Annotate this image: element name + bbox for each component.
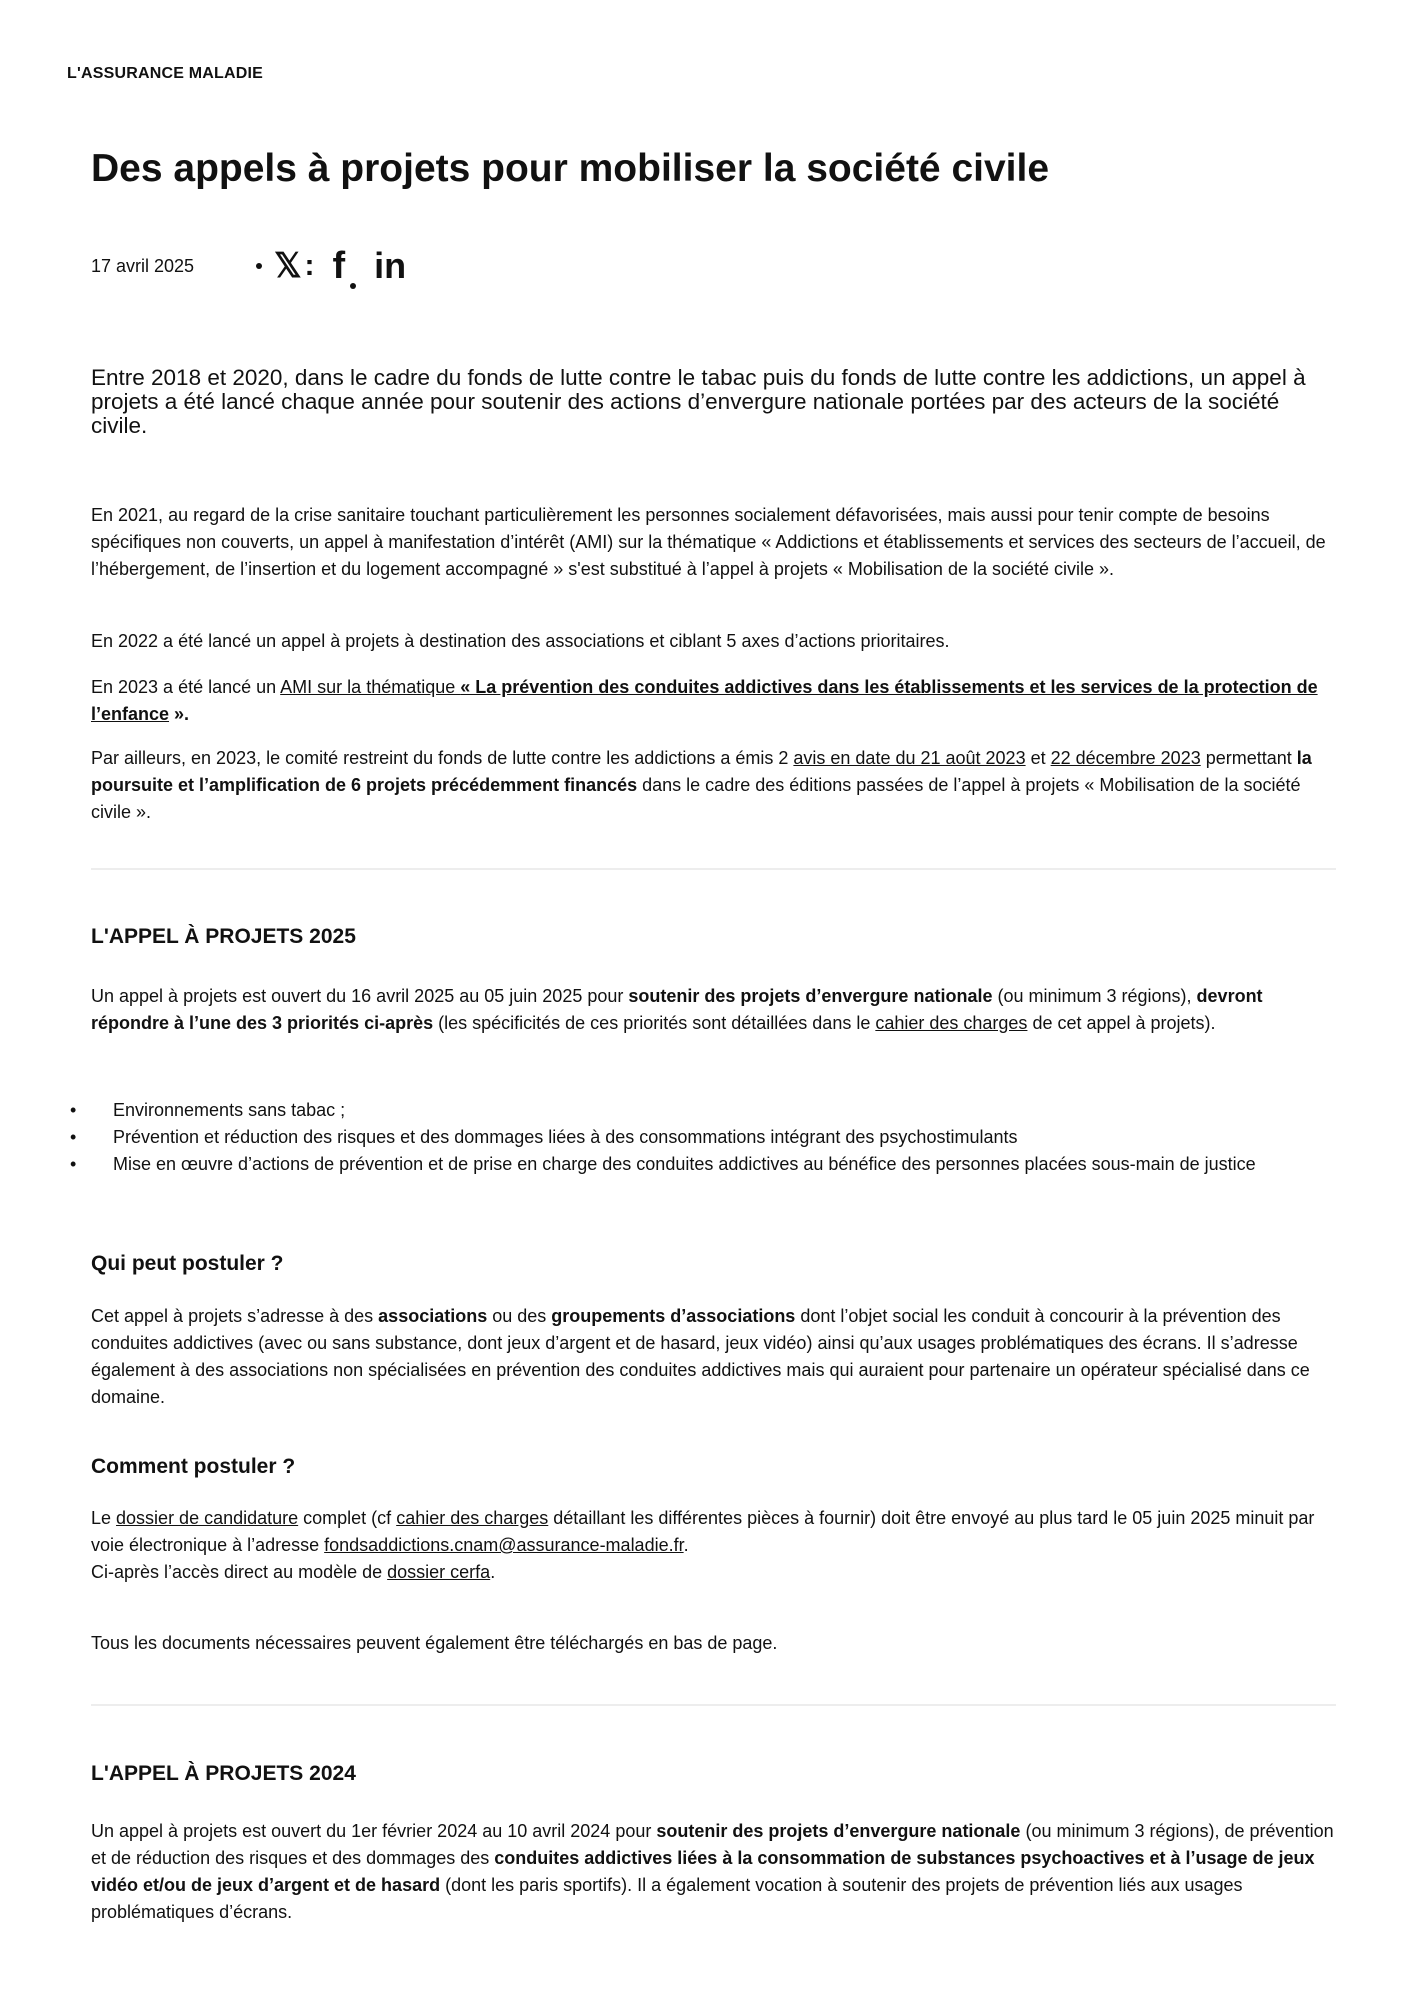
paragraph-2021: En 2021, au regard de la crise sanitaire touchant particulièrement les personnes socialement défavorisées, mais aussi pour tenir compte de besoins spécifiques non couverts, un appel à manifestation d’intérêt (AMI) sur la thématique « Addictions et établissements et services des secteurs de l’accueil, de l’hébergement, de l’insertion et du logement accompagné » s'est substitué à l’appel à projets « Mobilisation de la société civile ».: [91, 505, 1326, 579]
bold-text: la poursuite et l’amplification de 6 projets précédemment financés: [91, 748, 1312, 795]
facebook-share-icon[interactable]: f: [332, 245, 346, 287]
paragraph-2022: En 2022 a été lancé un appel à projets à destination des associations et ciblant 5 axes d’actions prioritaires.: [91, 631, 950, 651]
section-heading-2024: L'APPEL À PROJETS 2024: [91, 1762, 356, 1785]
who-can-apply-heading: Qui peut postuler ?: [91, 1252, 284, 1275]
publication-date: 17 avril 2025: [91, 255, 195, 276]
paragraph-2023: [91, 674, 1336, 728]
share-bar: [256, 247, 406, 285]
article-meta: [91, 247, 406, 285]
text: Par ailleurs, en 2023, le comité restreint du fonds de lutte contre les addictions a émis 2: [91, 748, 794, 768]
list-item-text: Prévention et réduction des risques et des dommages liées à des consommations intégrant des psychostimulants: [113, 1127, 1018, 1147]
bold-text: groupements d’associations: [551, 1306, 796, 1326]
text: et: [1025, 748, 1051, 768]
text: Un appel à projets est ouvert du 1er février 2024 au 10 avril 2024 pour: [91, 1821, 657, 1841]
how-to-apply-heading: Comment postuler ?: [91, 1455, 296, 1478]
dossier-candidature-link[interactable]: dossier de candidature: [116, 1508, 299, 1528]
linkedin-share-icon[interactable]: in: [374, 245, 407, 286]
text: En 2023 a été lancé un: [91, 677, 281, 697]
who-can-apply-paragraph: [91, 1303, 1336, 1411]
list-item-text: Environnements sans tabac ;: [113, 1100, 346, 1120]
section-heading-2025: L'APPEL À PROJETS 2025: [91, 925, 356, 948]
paragraph-2025-intro: [91, 983, 1336, 1037]
email-link[interactable]: fondsaddictions.cnam@assurance-maladie.fr: [324, 1535, 684, 1555]
separator-colon-icon: :: [304, 249, 315, 282]
text: permettant: [1200, 748, 1297, 768]
paragraph-2024-intro: [91, 1818, 1336, 1926]
text: (ou minimum 3 régions),: [992, 986, 1197, 1006]
bold-text: conduites addictives liées à la consommation de substances psychoactives et à l’usage de jeux vidéo et/ou de jeux d’argent et de hasard: [91, 1848, 1315, 1895]
list-item-text: Mise en œuvre d’actions de prévention et de prise en charge des conduites addictives au bénéfice des personnes placées sous-main de justice: [113, 1154, 1256, 1174]
avis-decembre-2023-link[interactable]: 22 décembre 2023: [1050, 748, 1201, 768]
documents-note: Tous les documents nécessaires peuvent également être téléchargés en bas de page.: [91, 1633, 778, 1653]
text: de cet appel à projets).: [1027, 1013, 1216, 1033]
list-item: [67, 1124, 1347, 1151]
priorities-list: [67, 1097, 1347, 1178]
bold-text: soutenir des projets d’envergure nationale: [656, 1821, 1021, 1841]
bold-text: associations: [378, 1306, 488, 1326]
text: (les spécificités de ces priorités sont détaillées dans le: [433, 1013, 876, 1033]
lead-paragraph: Entre 2018 et 2020, dans le cadre du fonds de lutte contre le tabac puis du fonds de lutte contre les addictions, un appel à projets a été lancé chaque année pour soutenir des actions d’envergure nationale portées par des acteurs de la société civile.: [91, 365, 1306, 438]
text: (ou minimum 3 régions), de prévention et de réduction des risques et des dommages des: [91, 1821, 1334, 1868]
text: dont l’objet social les conduit à concourir à la prévention des conduites addictives (avec ou sans substance, dont jeux d’argent et de hasard, jeux vidéo) ainsi qu’aux usages problématiques des écrans. Il s’adresse également à des associations non spécialisées en prévention des conduites addictives mais qui auraient pour partenaire un opérateur spécialisé dans ce domaine.: [91, 1306, 1310, 1407]
separator-dot-icon: [350, 283, 356, 289]
cahier-des-charges-link[interactable]: cahier des charges: [396, 1508, 549, 1528]
text: .: [683, 1535, 689, 1555]
text: Ci-après l’accès direct au modèle de: [91, 1562, 388, 1582]
list-item: [67, 1151, 1347, 1178]
link-bold-text: « La prévention des conduites addictives dans les établissements et les services de la protection de l’enfance: [91, 677, 1318, 724]
text: (dont les paris sportifs). Il a également vocation à soutenir des projets de prévention liés aux usages problématiques d’écrans.: [91, 1875, 1243, 1922]
text: complet (cf: [298, 1508, 397, 1528]
section-divider: [91, 868, 1336, 870]
list-item: [67, 1097, 1347, 1124]
section-divider: [91, 1704, 1336, 1706]
cahier-des-charges-link[interactable]: cahier des charges: [875, 1013, 1028, 1033]
avis-aout-2023-link[interactable]: avis en date du 21 août 2023: [793, 748, 1026, 768]
page-title: Des appels à projets pour mobiliser la société civile: [91, 147, 1050, 190]
dossier-cerfa-link[interactable]: dossier cerfa: [387, 1562, 491, 1582]
bold-text: soutenir des projets d’envergure nationale: [628, 986, 993, 1006]
text: détaillant les différentes pièces à fournir) doit être envoyé au plus tard le 05 juin 2025 minuit par voie électronique à l’adresse: [91, 1508, 1315, 1555]
x-twitter-share-icon[interactable]: 𝕏: [274, 247, 302, 285]
text: dans le cadre des éditions passées de l’appel à projets « Mobilisation de la société civile ».: [91, 775, 1301, 822]
paragraph-par-ailleurs: [91, 745, 1336, 826]
link-text: AMI sur la thématique: [280, 677, 461, 697]
brand-logo-text[interactable]: L'ASSURANCE MALADIE: [67, 65, 264, 82]
text: Un appel à projets est ouvert du 16 avril 2025 au 05 juin 2025 pour: [91, 986, 629, 1006]
separator-dot-icon: [256, 263, 262, 269]
text: Cet appel à projets s’adresse à des: [91, 1306, 379, 1326]
bold-text: devront répondre à l’une des 3 priorités ci-après: [91, 986, 1263, 1033]
how-to-apply-paragraph: [91, 1505, 1336, 1586]
text: .: [490, 1562, 496, 1582]
text: ».: [169, 704, 190, 724]
text: ou des: [487, 1306, 552, 1326]
text: Le: [91, 1508, 117, 1528]
